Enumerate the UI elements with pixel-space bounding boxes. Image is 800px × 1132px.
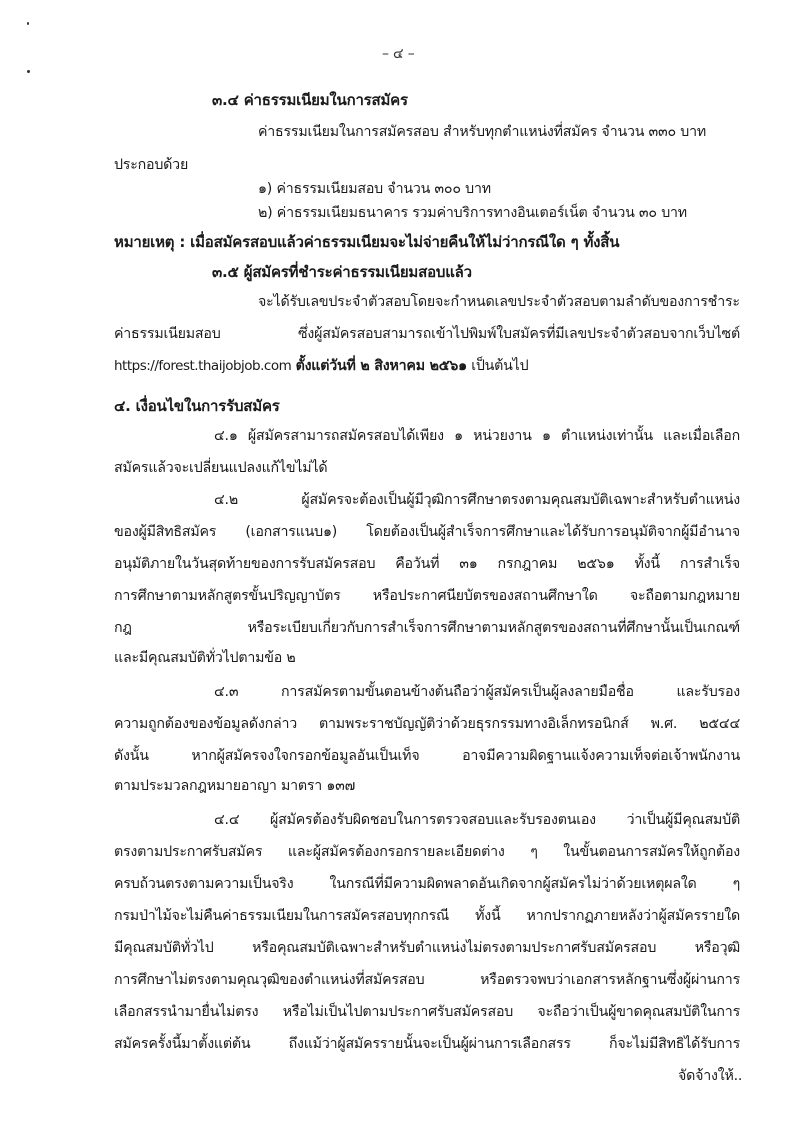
p4-4-line bbox=[114, 842, 740, 862]
paragraph-text: ๔.๓ การสมัครตามขั้นตอนข้างต้นถือว่าผู้สมัครเป็นผู้ลงลายมือชื่อ และรับรอง bbox=[214, 684, 740, 700]
section-3-4-consists-of: ประกอบด้วย bbox=[114, 157, 189, 173]
fee-item: ๒) ค่าธรรมเนียมธนาคาร รวมค่าบริการทางอินเตอร์เน็ต จำนวน ๓๐ บาท bbox=[258, 205, 687, 221]
section-3-4-note: หมายเหตุ : เมื่อสมัครสอบแล้วค่าธรรมเนียมจะไม่จ่ายคืนให้ไม่ว่ากรณีใด ๆ ทั้งสิ้น bbox=[114, 233, 620, 251]
fee-item: ๑) ค่าธรรมเนียมสอบ จำนวน ๓๐๐ บาท bbox=[258, 181, 491, 197]
paragraph-text: ค่าธรรมเนียมสอบ ซึ่งผู้สมัครสอบสามารถเข้าไปพิมพ์ใบสมัครที่มีเลขประจำตัวสอบจากเว็บไซต์ bbox=[114, 326, 740, 342]
paragraph-text: อนุมัติภายในวันสุดท้ายของการรับสมัครสอบ คือวันที่ ๓๑ กรกฎาคม ๒๕๖๑ ทั้งนี้ การสำเร็จ bbox=[114, 556, 740, 572]
scan-speck bbox=[27, 22, 29, 25]
paragraph-text: กฎ หรือระเบียบเกี่ยวกับการสำเร็จการศึกษาตามหลักสูตรของสถานที่ศึกษานั้นเป็นเกณฑ์ bbox=[114, 620, 740, 636]
p4-4-line bbox=[114, 970, 740, 990]
paragraph-text: การศึกษาตามหลักสูตรขั้นปริญญาบัตร หรือประกาศนียบัตรของสถานศึกษาใด จะถือตามกฎหมาย bbox=[114, 588, 740, 604]
p4-2-line bbox=[114, 490, 740, 510]
paragraph-text: เลือกสรรนำมายื่นไม่ตรง หรือไม่เป็นไปตามประกาศรับสมัครสอบ จะถือว่าเป็นผู้ขาดคุณสมบัติในการ bbox=[114, 1004, 740, 1020]
section-3-5-url-line bbox=[114, 356, 528, 376]
p4-4-line bbox=[114, 906, 740, 926]
paragraph-text: ๔.๒ ผู้สมัครจะต้องเป็นผู้มีวุฒิการศึกษาตรงตามคุณสมบัติเฉพาะสำหรับตำแหน่ง bbox=[214, 492, 740, 508]
paragraph-text: ดังนั้น หากผู้สมัครจงใจกรอกข้อมูลอันเป็นเท็จ อาจมีความผิดฐานแจ้งความเท็จต่อเจ้าพนักงาน bbox=[114, 748, 740, 764]
paragraph-text: มีคุณสมบัติทั่วไป หรือคุณสมบัติเฉพาะสำหรับตำแหน่งไม่ตรงตามประกาศรับสมัครสอบ หรือวุฒิ bbox=[114, 940, 740, 956]
section-3-5-heading: ๓.๕ ผู้สมัครที่ชำระค่าธรรมเนียมสอบแล้ว bbox=[212, 263, 472, 281]
paragraph-text: กรมป่าไม้จะไม่คืนค่าธรรมเนียมในการสมัครสอบทุกกรณี ทั้งนี้ หากปรากฏภายหลังว่าผู้สมัครรายใด bbox=[114, 908, 740, 924]
p4-2-line bbox=[114, 554, 740, 574]
p4-2-line bbox=[114, 522, 740, 542]
p4-4-line bbox=[114, 1002, 740, 1022]
paragraph-text: ๔.๔ ผู้สมัครต้องรับผิดชอบในการตรวจสอบและรับรองตนเอง ว่าเป็นผู้มีคุณสมบัติ bbox=[214, 812, 740, 828]
paragraph-text: สมัครครั้งนี้มาตั้งแต่ต้น ถึงแม้ว่าผู้สมัครรายนั้นจะเป็นผู้ผ่านการเลือกสรร ก็จะไม่มีสิทธิได้รับการ bbox=[114, 1036, 740, 1052]
paragraph-text: ๔.๑ ผู้สมัครสามารถสมัครสอบได้เพียง ๑ หน่วยงาน ๑ ตำแหน่งเท่านั้น และเมื่อเลือก bbox=[214, 428, 740, 444]
paragraph-text: ครบถ้วนตรงตามความเป็นจริง ในกรณีที่มีความผิดพลาดอันเกิดจากผู้สมัครไม่ว่าด้วยเหตุผลใด ๆ bbox=[114, 876, 740, 892]
p4-1-line bbox=[114, 426, 740, 446]
p4-4-line bbox=[114, 810, 740, 830]
section-3-4-intro: ค่าธรรมเนียมในการสมัครสอบ สำหรับทุกตำแหน่งที่สมัคร จำนวน ๓๓๐ บาท bbox=[258, 124, 707, 140]
p4-1-line: สมัครแล้วจะเปลี่ยนแปลงแก้ไขไม่ได้ bbox=[114, 460, 328, 476]
p4-3-line bbox=[114, 714, 740, 734]
p4-3-line: ตามประมวลกฎหมายอาญา มาตรา ๑๓๗ bbox=[114, 778, 356, 794]
p4-2-line bbox=[114, 618, 740, 638]
start-date-tail: เป็นต้นไป bbox=[471, 358, 529, 374]
section-3-5-line bbox=[114, 292, 740, 312]
paragraph-text: ความถูกต้องของข้อมูลดังกล่าว ตามพระราชบัญญัติว่าด้วยธุรกรรมทางอิเล็กทรอนิกส์ พ.ศ. ๒๕๔๔ bbox=[114, 716, 740, 732]
continuation-text: จัดจ้างให้.. bbox=[678, 1068, 743, 1084]
p4-2-line bbox=[114, 586, 740, 606]
paragraph-text: จะได้รับเลขประจำตัวสอบโดยจะกำหนดเลขประจำตัวสอบตามลำดับของการชำระ bbox=[258, 294, 740, 310]
paragraph-text: ตรงตามประกาศรับสมัคร และผู้สมัครต้องกรอกรายละเอียดต่าง ๆ ในขั้นตอนการสมัครให้ถูกต้อง bbox=[114, 844, 740, 860]
paragraph-text: การศึกษาไม่ตรงตามคุณวุฒิของตำแหน่งที่สมัครสอบ หรือตรวจพบว่าเอกสารหลักฐานซึ่งผู้ผ่านการ bbox=[114, 972, 740, 988]
p4-4-line bbox=[114, 874, 740, 894]
paragraph-text: ของผู้มีสิทธิสมัคร (เอกสารแนบ๑) โดยต้องเป็นผู้สำเร็จการศึกษาและได้รับการอนุมัติจากผู้มีอำนาจ bbox=[114, 524, 740, 540]
p4-4-line bbox=[114, 1034, 740, 1054]
scan-speck bbox=[27, 70, 30, 73]
section-4-heading: ๔. เงื่อนไขในการรับสมัคร bbox=[114, 397, 280, 415]
page-number: – ๔ – bbox=[382, 46, 415, 62]
section-3-5-line bbox=[114, 324, 740, 344]
section-3-4-heading: ๓.๔ ค่าธรรมเนียมในการสมัคร bbox=[212, 91, 408, 109]
p4-3-line bbox=[114, 746, 740, 766]
website-link[interactable]: https://forest.thaijobjob.com bbox=[114, 358, 292, 374]
start-date: ตั้งแต่วันที่ ๒ สิงหาคม ๒๕๖๑ bbox=[295, 358, 467, 374]
p4-2-line: และมีคุณสมบัติทั่วไปตามข้อ ๒ bbox=[114, 650, 296, 666]
p4-4-line bbox=[114, 938, 740, 958]
p4-3-line bbox=[114, 682, 740, 702]
